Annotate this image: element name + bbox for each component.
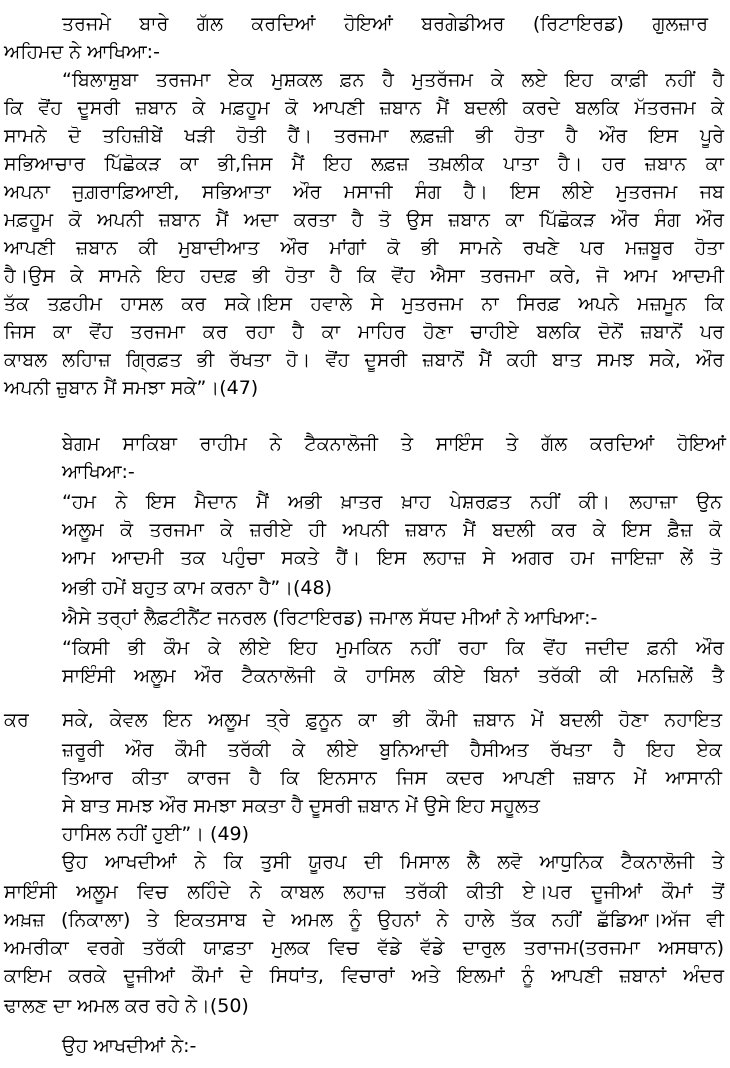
text-line-content: ਕਰ: [4, 709, 29, 731]
text-line-content: ਐਸੇ ਤਰ੍ਹਾਂ ਲੈਫ਼ਟੀਨੈਂਟ ਜਨਰਲ (ਰਿਟਾਇਰਡ) ਜਮਾਲ ਸੱਧਦ ਮੀਆਂ ਨੇ ਆਖਿਆ:-: [62, 607, 598, 629]
text-line-content: ਅਪਨੀ ਜ਼ੁਬਾਨ ਮੈਂ ਸਮਝਾ ਸਕੇ”।(47): [4, 377, 259, 399]
text-line-content: ਸਾਇੰਸੀ ਅਲੂਮ ਔਰ ਟੈਕਨਾਲੋਜੀ ਕੋ ਹਾਸਿਲ ਕੀਏ ਬਿਨਾਂ ਤਰੱਕੀ ਕੀ ਮਨਜ਼ਿਲੇਂ ਤੈ: [62, 665, 724, 687]
text-line-content: ਆਪਣੀ ਜ਼ਬਾਨ ਕੀ ਮੁਬਾਦੀਆਤ ਔਰ ਮਾਂਗਾਂ ਕੋ ਭੀ ਸਾਮਨੇ ਰਖਣੇ ਪਰ ਮਜ਼ਬੂਰ ਹੋਤਾ: [4, 237, 724, 259]
text-line-content: ਅਪਨਾ ਜੁਗ਼ਰਾਫ਼ਿਆਈ, ਸਭਿਆਤਾ ਔਰ ਮਸਾਜੀ ਸੰਗ ਹੈ। ਇਸ ਲੀਏ ਮੁਤਰਜਮ ਜਬ: [4, 181, 724, 203]
text-line-content: ਅਖ਼ਜ਼ (ਨਿਕਾਲਾ) ਤੇ ਇਕਤਸਾਬ ਦੇ ਅਮਲ ਨੂੰ ਉਹਨਾਂ ਨੇ ਹਾਲੇ ਤੱਕ ਨਹੀਂ ਛੱਡਿਆ।ਅੱਜ ਵੀ: [4, 909, 724, 931]
text-line-content: ਸਭਿਆਚਾਰ ਪਿੱਛੋਕੜ ਕਾ ਭੀ,ਜਿਸ ਮੈਂ ਇਹ ਲਫ਼ਜ਼ ਤਖ਼ਲੀਕ ਪਾਤਾ ਹੈ। ਹਰ ਜ਼ਬਾਨ ਕਾ: [4, 153, 724, 175]
text-line-content: ਆਮ ਆਦਮੀ ਤਕ ਪਹੁੰਚਾ ਸਕਤੇ ਹੈਂ। ਇਸ ਲਹਾਜ਼ ਸੇ ਅਗਰ ਹਮ ਜਾਇਜ਼ਾ ਲੇਂ ਤੋ: [62, 547, 722, 569]
text-line-content: ਤਿਆਰ ਕੀਤਾ ਕਾਰਜ ਹੈ ਕਿ ਇਨਸਾਨ ਜਿਸ ਕਦਰ ਆਪਣੀ ਜ਼ਬਾਨ ਮੇਂ ਆਸਾਨੀ: [62, 767, 722, 789]
text-line-content: ਅਲੂਮ ਕੋ ਤਰਜਮਾ ਕੇ ਜ਼ਰੀਏ ਹੀ ਅਪਨੀ ਜ਼ਬਾਨ ਮੈਂ ਬਦਲੀ ਕਰ ਕੇ ਇਸ ਫ਼ੈਜ਼ ਕੋ: [62, 519, 722, 541]
text-line-content: “ਬਿਲਾਸ਼ੁਬਾ ਤਰਜਮਾ ਏਕ ਮੁਸ਼ਕਲ ਫ਼ਨ ਹੈ ਮੁਤਰੱਜਮ ਕੇ ਲਏ ਇਹ ਕਾਫ਼ੀ ਨਹੀਂ ਹੈ: [62, 69, 724, 91]
text-line-content: ਹੈ।ਉਸ ਕੇ ਸਾਮਨੇ ਇਹ ਹਦਫ਼ ਭੀ ਹੋਤਾ ਹੈ ਕਿ ਵੋਂਹ ਐਸਾ ਤਰਜਮਾ ਕਰੇ, ਜੋ ਆਮ ਆਦਮੀ: [4, 265, 724, 287]
text-line-content: “ਕਿਸੀ ਭੀ ਕੌਮ ਕੇ ਲੀਏ ਇਹ ਮੁਮਕਿਨ ਨਹੀਂ ਰਹਾ ਕਿ ਵੋਂਹ ਜਦੀਦ ਫ਼ਨੀ ਔਰ: [62, 637, 724, 659]
text-line-content: ਸਾਇੰਸੀ ਅਲੂਮ ਵਿਚ ਲਹਿੰਦੇ ਨੇ ਕਾਬਲ ਲਹਾਜ਼ ਤਰੱਕੀ ਕੀਤੀ ਏ।ਪਰ ਦੂਜੀਆਂ ਕੌਮਾਂ ਤੋਂ: [4, 881, 724, 903]
text-line-content: ਅਹਿਮਦ ਨੇ ਆਖਿਆ:-: [4, 41, 160, 63]
text-line-content: ਢਾਲਣ ਦਾ ਅਮਲ ਕਰ ਰਹੇ ਨੇ।(50): [4, 995, 249, 1017]
text-line-content: ਸੇ ਬਾਤ ਸਮਝ ਔਰ ਸਮਝਾ ਸਕਤਾ ਹੈ ਦੂਸਰੀ ਜ਼ਬਾਨ ਮੇਂ ਉਸੇ ਇਹ ਸਹੂਲਤ: [62, 795, 540, 817]
text-line-content: ਮਫ਼ਹੂਮ ਕੋ ਅਪਨੀ ਜ਼ਬਾਨ ਮੈਂ ਅਦਾ ਕਰਤਾ ਹੈ ਤੋ ਉਸ ਜ਼ਬਾਨ ਕਾ ਪਿੱਛੋਕੜ ਔਰ ਸੰਗ ਔਰ: [4, 209, 724, 231]
text-line-content: ਕਿ ਵੋਂਹ ਦੂਸਰੀ ਜ਼ਬਾਨ ਕੇ ਮਫ਼ਹੂਮ ਕੋ ਆਪਣੀ ਜ਼ਬਾਨ ਮੈਂ ਬਦਲੀ ਕਰਦੇ ਬਲਕਿ ਮੱਤਰਜਮ ਕੇ: [4, 97, 724, 119]
text-line-content: ਸਾਮਨੇ ਦੋ ਤਹਿਜ਼ੀਬੇਂ ਖੜੀ ਹੋਤੀ ਹੈਂ। ਤਰਜਮਾ ਲਫ਼ਜ਼ੀ ਭੀ ਹੋਤਾ ਹੈ ਔਰ ਇਸ ਪੂਰੇ: [4, 125, 724, 147]
text-line-content: ਉਹ ਆਖਦੀਆਂ ਨੇ ਕਿ ਤੁਸੀ ਯੂਰਪ ਦੀ ਮਿਸਾਲ ਲੈ ਲਵੋ ਆਧੁਨਿਕ ਟੈਕਨਾਲੋਜੀ ਤੇ: [62, 851, 724, 873]
text-line-content: “ਹਮ ਨੇ ਇਸ ਮੈਦਾਨ ਮੈਂ ਅਭੀ ਖ਼ਾਤਰ ਖ਼ਾਹ ਪੇਸ਼ਰਫ਼ਤ ਨਹੀਂ ਕੀ। ਲਹਾਜ਼ਾ ਉਨ: [62, 491, 722, 513]
text-line-content: ਤੱਕ ਤਫ਼ਹੀਮ ਹਾਸਲ ਕਰ ਸਕੇ।ਇਸ ਹਵਾਲੇ ਸੇ ਮੁਤਰਜਮ ਨਾ ਸਿਰਫ਼ ਅਪਨੇ ਮਜ਼ਮੂਨ ਕਿ: [4, 293, 724, 315]
text-line-content: ਜਿਸ ਕਾ ਵੋਂਹ ਤਰਜਮਾ ਕਰ ਰਹਾ ਹੈ ਕਾ ਮਾਹਿਰ ਹੋਣਾ ਚਾਹੀਏ ਬਲਕਿ ਦੋਨੋਂ ਜ਼ਬਾਨੋਂ ਪਰ: [4, 321, 724, 343]
text-line-content: ਕਾਇਮ ਕਰਕੇ ਦੂਜੀਆਂ ਕੌਮਾਂ ਦੇ ਸਿਧਾਂਤ, ਵਿਚਾਰਾਂ ਅਤੇ ਇਲਮਾਂ ਨੂੰ ਆਪਣੀ ਜ਼ਬਾਨਾਂ ਅੰਦਰ: [4, 965, 724, 987]
text-line-content: ਆਖਿਆ:-: [62, 461, 135, 483]
text-line-content: ਅਭੀ ਹਮੇਂ ਬਹੁਤ ਕਾਮ ਕਰਨਾ ਹੈ”।(48): [62, 577, 333, 599]
text-line-content: ਸਕੇ, ਕੇਵਲ ਇਨ ਅਲੂਮ ਤ੍ਰੇ ਫ਼ੁਨੂਨ ਕਾ ਭੀ ਕੌਮੀ ਜ਼ਬਾਨ ਮੇਂ ਬਦਲੀ ਹੋਣਾ ਨਹਾਇਤ: [62, 709, 722, 731]
text-line-content: ਅਮਰੀਕਾ ਵਰਗੇ ਤਰੱਕੀ ਯਾਫ਼ਤਾ ਮੁਲਕ ਵਿਚ ਵੱਡੇ ਵੱਡੇ ਦਾਰੁਲ ਤਰਾਜਮ(ਤਰਜਮਾ ਅਸਥਾਨ): [4, 937, 724, 959]
text-line-content: ਤਰਜਮੇ ਬਾਰੇ ਗੱਲ ਕਰਦਿਆਂ ਹੋਇਆਂ ਬਰਗੇਡੀਅਰ (ਰਿਟਾਇਰਡ) ਗੁਲਜ਼ਾਰ: [62, 13, 708, 35]
text-line-content: ਬੇਗਮ ਸਾਕਿਬਾ ਰਾਹੀਮ ਨੇ ਟੈਕਨਾਲੋਜੀ ਤੇ ਸਾਇੰਸ ਤੇ ਗੱਲ ਕਰਦਿਆਂ ਹੋਇਆਂ: [62, 433, 726, 455]
text-line-content: ਉਹ ਆਖਦੀਆਂ ਨੇ:-: [62, 1035, 197, 1057]
text-line-content: ਜ਼ਰੂਰੀ ਔਰ ਕੌਮੀ ਤਰੱਕੀ ਕੇ ਲੀਏ ਬੁਨਿਆਦੀ ਹੈਸੀਅਤ ਰੱਖਤਾ ਹੈ ਇਹ ਏਕ: [62, 739, 722, 761]
text-line-content: ਕਾਬਲ ਲਹਿਾਜ਼ ਗ੍ਰਿਫ਼ਤ ਭੀ ਰੱਖਤਾ ਹੋ। ਵੋਂਹ ਦੂਸਰੀ ਜ਼ਬਾਨੋਂ ਮੈਂ ਕਹੀ ਬਾਤ ਸਮਝ ਸਕੇ, ਔਰ: [4, 349, 724, 371]
text-line-content: ਹਾਸਿਲ ਨਹੀਂ ਹੁਈ”। (49): [62, 823, 250, 845]
